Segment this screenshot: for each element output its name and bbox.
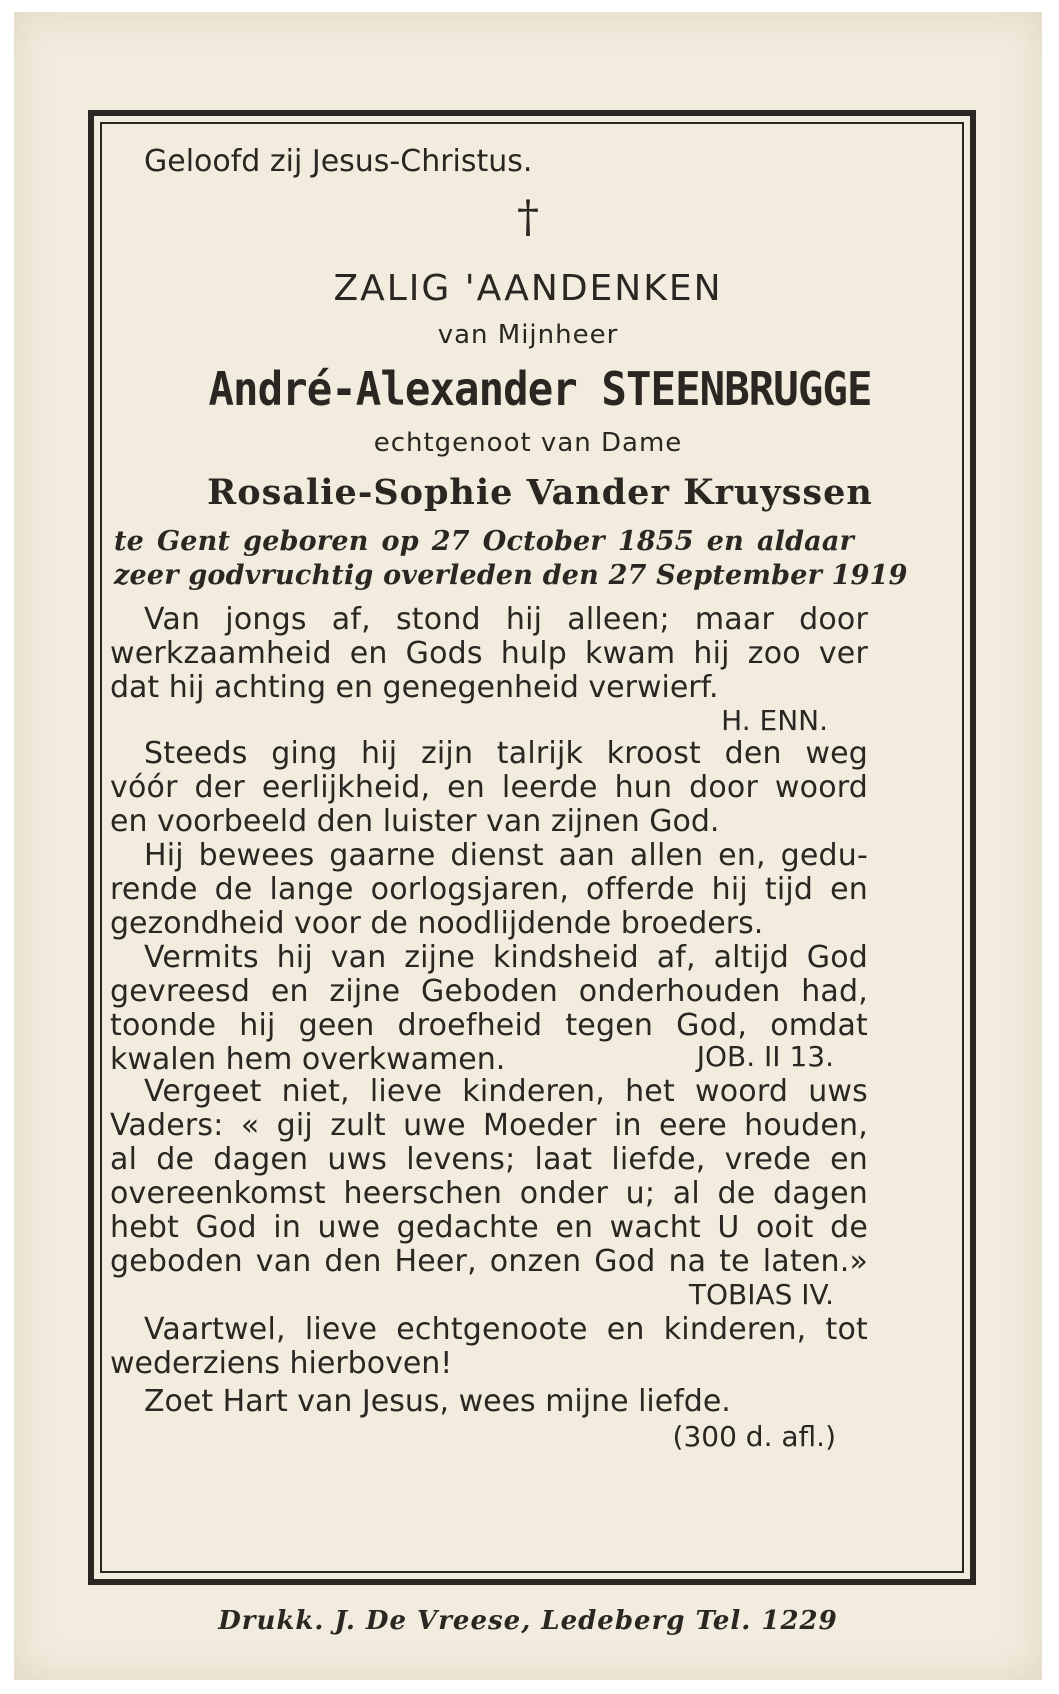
paragraph-1-line-2: werkzaamheid en Gods hulp kwam hij zoo ver bbox=[110, 636, 868, 671]
paragraph-5-line-5: hebt God in uwe gedachte en wacht U ooit de bbox=[110, 1210, 868, 1245]
cross-icon: † bbox=[517, 192, 539, 243]
paragraph-6-line-1: Vaartwel, lieve echtgenoote en kinderen, tot bbox=[144, 1312, 868, 1347]
deceased-name: André-Alexander STEENBRUGGE bbox=[208, 362, 872, 416]
paragraph-3-line-2: rende de lange oorlogsjaren, offerde hij tijd en bbox=[110, 872, 868, 907]
printer-imprint: Drukk. J. De Vreese, Ledeberg Tel. 1229 bbox=[218, 1606, 838, 1636]
paragraph-4-line-1: Vermits hij van zijne kindsheid af, altijd God bbox=[144, 940, 868, 975]
dates-line-1: te Gent geboren op 27 October 1855 en aldaar bbox=[114, 526, 854, 557]
memorial-card bbox=[14, 12, 1042, 1680]
spouse-name: Rosalie-Sophie Vander Kruyssen bbox=[207, 472, 873, 513]
subtitle: van Mijnheer bbox=[437, 320, 619, 350]
title: ZALIG 'AANDENKEN bbox=[333, 268, 723, 309]
indulgence-note: (300 d. afl.) bbox=[672, 1420, 836, 1453]
paragraph-5-line-6: geboden van den Heer, onzen God na te laten.» bbox=[110, 1244, 868, 1279]
paragraph-1-source: H. ENN. bbox=[721, 704, 828, 737]
paragraph-4-line-4: kwalen hem overkwamen. bbox=[110, 1042, 506, 1077]
paragraph-3-line-3: gezondheid voor de noodlijdende broeders. bbox=[110, 906, 764, 941]
paragraph-4-line-2: gevreesd en zijne Geboden onderhouden had, bbox=[110, 974, 868, 1009]
spouse-intro: echtgenoot van Dame bbox=[373, 428, 683, 458]
prayer: Zoet Hart van Jesus, wees mijne liefde. bbox=[144, 1384, 731, 1419]
paragraph-5-line-1: Vergeet niet, lieve kinderen, het woord uws bbox=[144, 1074, 868, 1109]
paragraph-5-line-2: Vaders: « gij zult uwe Moeder in eere houden, bbox=[110, 1108, 868, 1143]
paragraph-2-line-3: en voorbeeld den luister van zijnen God. bbox=[110, 804, 720, 839]
paragraph-5-source: TOBIAS IV. bbox=[688, 1278, 834, 1311]
paragraph-4-source: JOB. II 13. bbox=[696, 1040, 834, 1073]
paragraph-5-line-4: overeenkomst heerschen onder u; al de dagen bbox=[110, 1176, 868, 1211]
greeting: Geloofd zij Jesus-Christus. bbox=[144, 144, 533, 179]
paragraph-5-line-3: al de dagen uws levens; laat liefde, vrede en bbox=[110, 1142, 868, 1177]
paragraph-2-line-2: vóór der eerlijkheid, en leerde hun door woord bbox=[110, 770, 868, 805]
paragraph-3-line-1: Hij bewees gaarne dienst aan allen en, gedu- bbox=[144, 838, 868, 873]
paragraph-6-line-2: wederziens hierboven! bbox=[110, 1346, 453, 1381]
dates-line-2: zeer godvruchtig overleden den 27 September 1919 bbox=[114, 560, 908, 591]
paragraph-1-line-1: Van jongs af, stond hij alleen; maar door bbox=[144, 602, 868, 637]
paragraph-2-line-1: Steeds ging hij zijn talrijk kroost den weg bbox=[144, 736, 868, 771]
paragraph-4-line-3: toonde hij geen droefheid tegen God, omdat bbox=[110, 1008, 868, 1043]
paragraph-1-line-3: dat hij achting en genegenheid verwierf. bbox=[110, 670, 719, 705]
